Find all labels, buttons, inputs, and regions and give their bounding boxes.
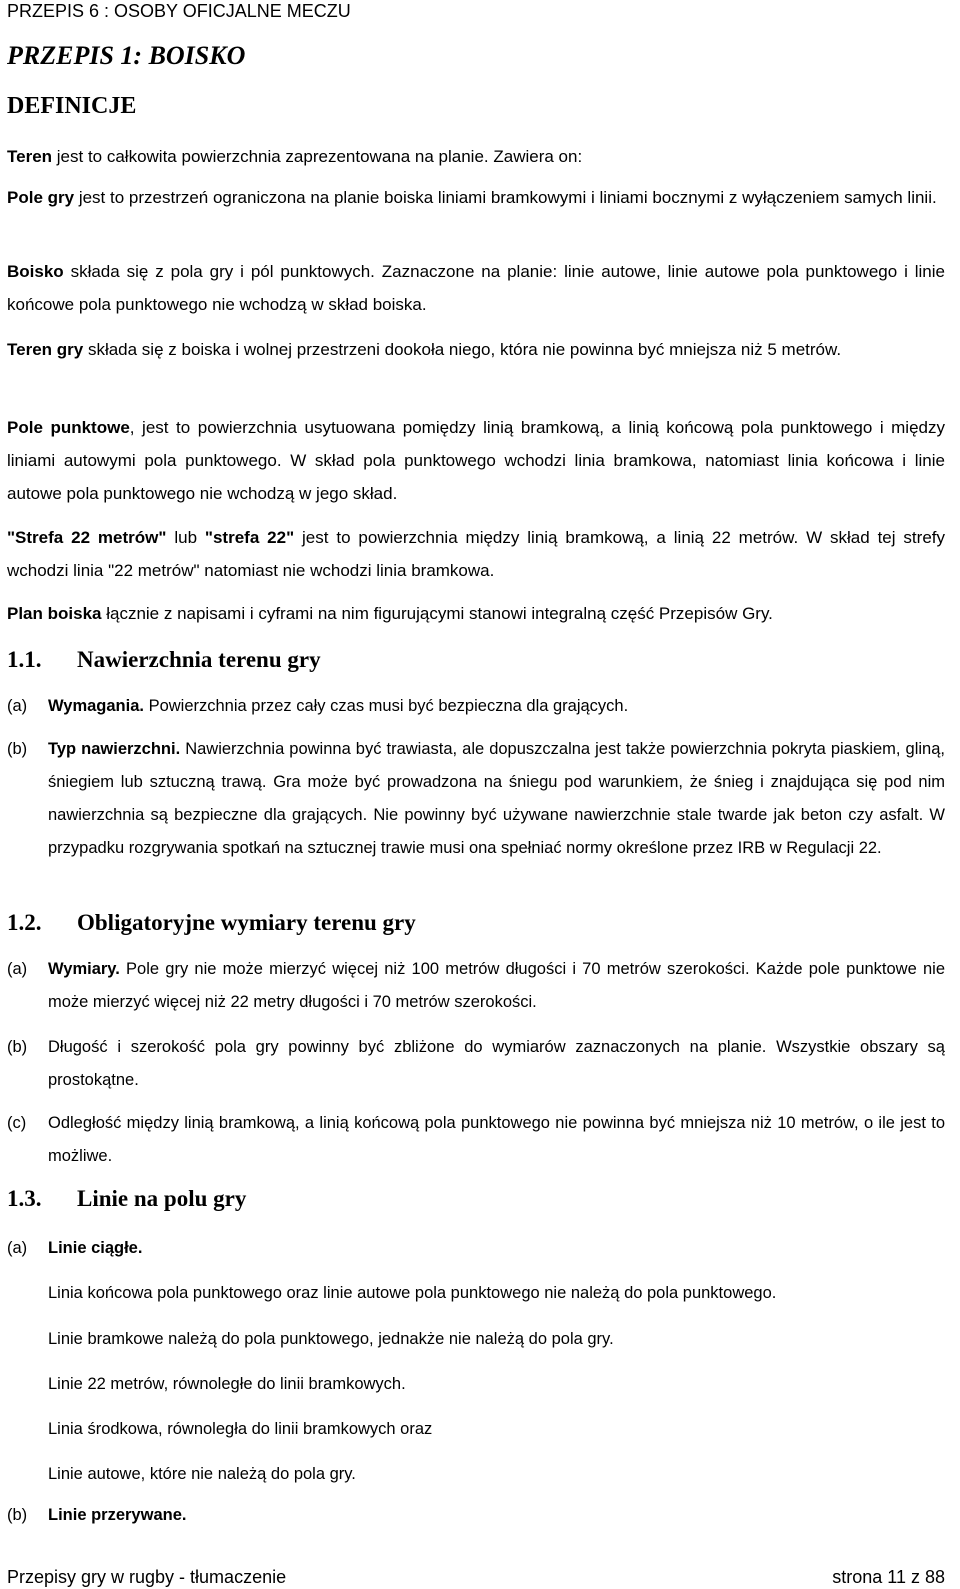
section-title: Nawierzchnia terenu gry <box>77 647 321 672</box>
page-footer <box>7 1565 945 1589</box>
item-body <box>48 1499 945 1532</box>
definition-teren-gry <box>7 333 945 366</box>
section-heading-1-2 <box>7 908 945 938</box>
page-subtitle: DEFINICJE <box>7 93 137 119</box>
definition-boisko <box>7 255 945 321</box>
definition-term: Teren <box>7 147 53 166</box>
item-lead: Wymiary. <box>48 960 120 978</box>
definition-term: Pole gry <box>7 188 75 207</box>
item-lead: Linie przerywane. <box>48 1506 187 1524</box>
solid-line-entry: Linia końcowa pola punktowego oraz linie autowe pola punktowego nie należą do pola punktowego. <box>48 1284 777 1302</box>
item-label: (c) <box>7 1114 27 1132</box>
item-lead: Linie ciągłe. <box>48 1239 143 1257</box>
definition-pole-gry <box>7 181 945 214</box>
item-label: (a) <box>7 960 28 978</box>
solid-line-entry: Linie 22 metrów, równoległe do linii bramkowych. <box>48 1375 406 1393</box>
item-label: (b) <box>7 740 28 758</box>
definition-term: "Strefa 22 metrów" <box>7 528 167 547</box>
definition-pole-punktowe <box>7 411 945 510</box>
definition-text: , jest to powierzchnia usytuowana pomiędzy linią bramkową, a linią końcową pola punktowego i między liniami autowymi pola punktowego. W skład pola punktowego wchodzi linia bramkowa, natomiast linia końcowa i linie autowe pola punktowego nie wchodzą w jego skład. <box>7 418 945 503</box>
definition-term: Teren gry <box>7 340 84 359</box>
definition-plan-boiska <box>7 597 945 630</box>
section-number: 1.2. <box>7 910 42 935</box>
item-lead: Typ nawierzchni. <box>48 740 181 758</box>
item-label: (b) <box>7 1506 28 1524</box>
section-heading-1-1 <box>7 645 945 675</box>
definition-connector: lub <box>166 528 205 547</box>
section-title: Linie na polu gry <box>77 1186 247 1211</box>
item-text: Odległość między linią bramkową, a linią końcową pola punktowego nie powinna być mniejsza niż 10 metrów, o ile jest to możliwe. <box>48 1114 945 1165</box>
item-label: (b) <box>7 1038 28 1056</box>
item-text: Długość i szerokość pola gry powinny być zbliżone do wymiarów zaznaczonych na planie. Wszystkie obszary są prostokątne. <box>48 1038 945 1089</box>
solid-line-entry: Linia środkowa, równoległa do linii bramkowych oraz <box>48 1420 433 1438</box>
definition-term: Boisko <box>7 262 64 281</box>
item-label: (a) <box>7 697 28 715</box>
running-header: PRZEPIS 6 : OSOBY OFICJALNE MECZU <box>7 1 351 21</box>
definition-text: składa się z pola gry i pól punktowych. Zaznaczone na planie: linie autowe, linie autowe pola punktowego i linie końcowe pola punktowego nie wchodzą w skład boiska. <box>7 262 945 314</box>
footer-doc-title: Przepisy gry w rugby - tłumaczenie <box>7 1567 287 1587</box>
definition-text: łącznie z napisami i cyframi na nim figurującymi stanowi integralną część Przepisów Gry. <box>101 604 773 623</box>
section-number: 1.3. <box>7 1186 42 1211</box>
definition-term: Pole punktowe <box>7 418 130 437</box>
definition-text: jest to przestrzeń ograniczona na planie boiska liniami bramkowymi i liniami bocznymi z wyłączeniem samych linii. <box>74 188 937 207</box>
definition-text: jest to powierzchnia między linią bramkową, a linią 22 metrów. W skład tej strefy wchodzi linia "22 metrów" natomiast nie wchodzi linia bramkowa. <box>7 528 945 580</box>
item-body <box>48 1232 945 1265</box>
item-body <box>48 690 945 723</box>
item-body <box>48 1031 945 1097</box>
definition-text: składa się z boiska i wolnej przestrzeni dookoła niego, która nie powinna być mniejsza niż 5 metrów. <box>83 340 842 359</box>
definition-text: jest to całkowita powierzchnia zaprezentowana na planie. Zawiera on: <box>52 147 583 166</box>
page-title: PRZEPIS 1: BOISKO <box>7 41 246 70</box>
footer-page-number: strona 11 z 88 <box>832 1567 945 1587</box>
solid-line-entry: Linie autowe, które nie należą do pola gry. <box>48 1465 356 1483</box>
item-body <box>48 1107 945 1173</box>
section-number: 1.1. <box>7 647 42 672</box>
item-text: Pole gry nie może mierzyć więcej niż 100 metrów długości i 70 metrów szerokości. Każde pole punktowe nie może mierzyć więcej niż 22 metry długości i 70 metrów szerokości. <box>48 960 945 1011</box>
item-label: (a) <box>7 1239 28 1257</box>
item-text: Nawierzchnia powinna być trawiasta, ale dopuszczalna jest także powierzchnia pokryta piaskiem, gliną, śniegiem lub sztuczną trawą. Gra może być prowadzona na śniegu pod warunkiem, że śnieg i znajdująca się pod nim nawierzchnia są bezpieczne dla grających. Nie powinny być używane nawierzchnie stale twarde jak beton czy asfalt. W przypadku rozgrywania spotkań na sztucznej trawie musi ona spełniać normy określone przez IRB w Regulacji 22. <box>48 740 945 857</box>
definition-term: Plan boiska <box>7 604 102 623</box>
item-lead: Wymagania. <box>48 697 144 715</box>
definition-term-alt: "strefa 22" <box>204 528 295 547</box>
section-title: Obligatoryjne wymiary terenu gry <box>77 910 416 935</box>
definition-strefa-22 <box>7 521 945 587</box>
section-heading-1-3 <box>7 1184 945 1214</box>
item-body <box>48 953 945 1019</box>
solid-line-entry: Linie bramkowe należą do pola punktowego, jednakże nie należą do pola gry. <box>48 1330 614 1348</box>
item-text: Powierzchnia przez cały czas musi być bezpieczna dla grających. <box>143 697 629 715</box>
item-body <box>48 733 945 865</box>
definition-teren <box>7 140 945 173</box>
